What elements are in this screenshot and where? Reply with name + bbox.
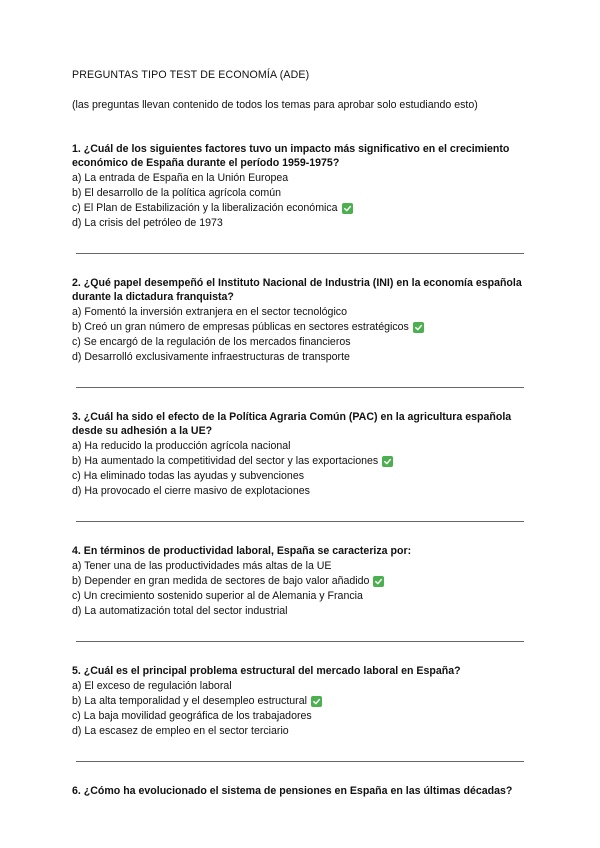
answer-option (72, 604, 532, 619)
answer-option-text: c) Se encargó de la regulación de los mercados financieros (72, 336, 351, 348)
answer-option-text: a) La entrada de España en la Unión Europea (72, 172, 289, 184)
answer-option-text: b) Creó un gran número de empresas públicas en sectores estratégicos (72, 321, 409, 333)
question-text: 3. ¿Cuál ha sido el efecto de la Política Agraria Común (PAC) en la agricultura española desde su adhesión a la UE? (72, 411, 512, 437)
document-title: PREGUNTAS TIPO TEST DE ECONOMÍA (ADE) (72, 69, 310, 81)
question-text: 5. ¿Cuál es el principal problema estructural del mercado laboral en España? (72, 665, 461, 677)
answer-option-text: a) Fomentó la inversión extranjera en el sector tecnológico (72, 306, 347, 318)
answer-option-text: d) La escasez de empleo en el sector terciario (72, 725, 289, 737)
section-divider (76, 253, 524, 254)
answer-option-text: c) Ha eliminado todas las ayudas y subvenciones (72, 470, 305, 482)
answer-option-text: b) Ha aumentado la competitividad del sector y las exportaciones (72, 455, 379, 467)
answer-option (72, 724, 532, 739)
answer-option-text: a) El exceso de regulación laboral (72, 680, 232, 692)
answer-option (72, 305, 532, 320)
answer-option (72, 201, 532, 216)
answer-option (72, 186, 532, 201)
question-text: 2. ¿Qué papel desempeñó el Instituto Nacional de Industria (INI) en la economía española durante la dictadura franquista? (72, 277, 522, 303)
correct-check-icon (342, 203, 353, 214)
question-text: 6. ¿Cómo ha evolucionado el sistema de pensiones en España en las últimas décadas? (72, 785, 513, 797)
answer-option (72, 484, 532, 499)
answer-options (72, 559, 532, 619)
answer-option (72, 335, 532, 350)
answer-option-text: d) La crisis del petróleo de 1973 (72, 217, 223, 229)
answer-option (72, 559, 532, 574)
document-subtitle: (las preguntas llevan contenido de todos los temas para aprobar solo estudiando esto) (72, 99, 478, 111)
answer-options (72, 679, 532, 739)
answer-option (72, 454, 532, 469)
answer-options (72, 305, 532, 365)
answer-option (72, 679, 532, 694)
answer-option-text: d) Ha provocado el cierre masivo de explotaciones (72, 485, 310, 497)
answer-option (72, 320, 532, 335)
section-divider (76, 761, 524, 762)
answer-option-text: d) Desarrolló exclusivamente infraestructuras de transporte (72, 351, 350, 363)
answer-option (72, 709, 532, 724)
answer-option (72, 469, 532, 484)
question-block (72, 784, 532, 798)
correct-check-icon (382, 456, 393, 467)
question-block (72, 410, 532, 499)
question-block (72, 664, 532, 739)
answer-option (72, 589, 532, 604)
answer-options (72, 171, 532, 231)
section-divider (76, 521, 524, 522)
answer-option (72, 574, 532, 589)
correct-check-icon (413, 322, 424, 333)
section-divider (76, 641, 524, 642)
question-text: 4. En términos de productividad laboral, España se caracteriza por: (72, 545, 412, 557)
answer-option (72, 216, 532, 231)
section-divider (76, 387, 524, 388)
question-block (72, 142, 532, 231)
answer-option-text: a) Ha reducido la producción agrícola nacional (72, 440, 291, 452)
answer-option-text: c) El Plan de Estabilización y la liberalización económica (72, 202, 338, 214)
question-block (72, 544, 532, 619)
question-list (72, 142, 532, 798)
question-text: 1. ¿Cuál de los siguientes factores tuvo un impacto más significativo en el crecimiento económico de España durante el período 1959-1975? (72, 143, 510, 169)
answer-option-text: b) Depender en gran medida de sectores de bajo valor añadido (72, 575, 370, 587)
answer-option (72, 694, 532, 709)
answer-option-text: c) Un crecimiento sostenido superior al de Alemania y Francia (72, 590, 363, 602)
answer-option-text: d) La automatización total del sector industrial (72, 605, 288, 617)
answer-option (72, 350, 532, 365)
answer-option-text: b) La alta temporalidad y el desempleo estructural (72, 695, 307, 707)
answer-options (72, 439, 532, 499)
question-block (72, 276, 532, 365)
correct-check-icon (373, 576, 384, 587)
answer-option-text: b) El desarrollo de la política agrícola común (72, 187, 282, 199)
answer-option-text: c) La baja movilidad geográfica de los trabajadores (72, 710, 312, 722)
document-page (72, 68, 532, 798)
answer-option-text: a) Tener una de las productividades más altas de la UE (72, 560, 332, 572)
answer-option (72, 171, 532, 186)
answer-option (72, 439, 532, 454)
correct-check-icon (311, 696, 322, 707)
